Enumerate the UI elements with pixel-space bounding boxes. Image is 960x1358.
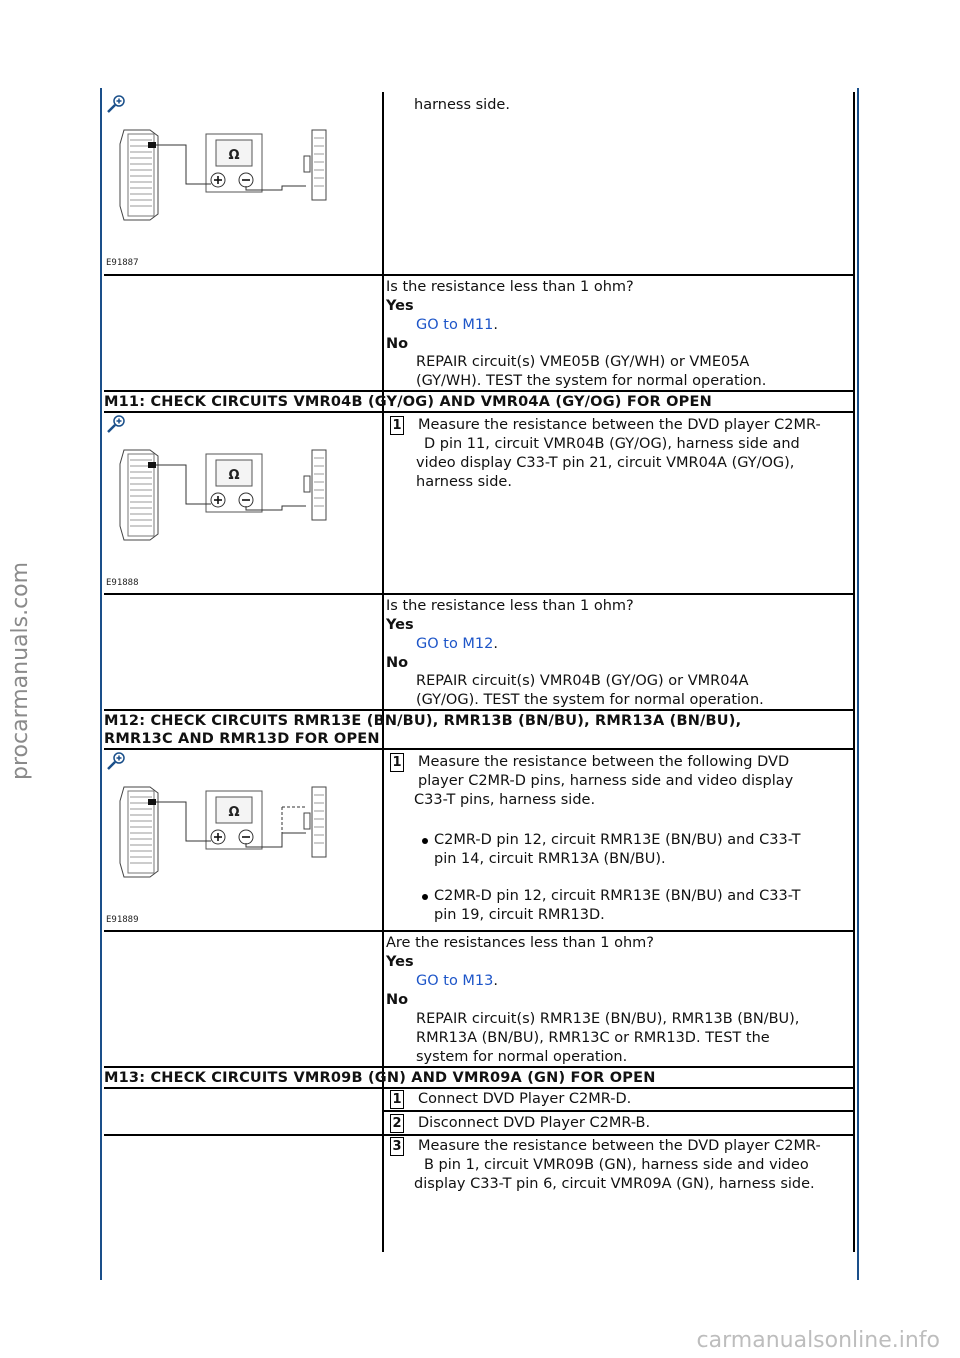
step-text-line: Measure the resistance between the DVD player C2MR- [418,417,821,433]
footer-watermark: carmanualsonline.info [696,1328,940,1353]
meter-diagram [106,94,380,272]
yes-action: GO to M12. [416,636,498,652]
no-action-line: system for normal operation. [416,1049,628,1065]
step-text-line: Disconnect DVD Player C2MR-B. [418,1115,651,1131]
no-action-line: REPAIR circuit(s) VME05B (GY/WH) or VME05A [416,354,750,370]
side-watermark: procarmanuals.com [8,561,33,780]
yes-label: Yes [386,954,414,970]
no-action-line: (GY/OG). TEST the system for normal operation. [416,692,764,708]
row-divider [104,1134,855,1136]
step-text-line: player C2MR-D pins, harness side and video display [418,773,794,789]
step-number: 1 [390,416,404,435]
no-action-line: (GY/WH). TEST the system for normal operation. [416,373,767,389]
svg-text:Ω: Ω [228,468,240,483]
meter-diagram [106,414,380,592]
bullet-dot [422,894,428,900]
step-text-line: video display C33-T pin 21, circuit VMR04A (GY/OG), [416,455,795,471]
row-divider [384,1110,855,1112]
figure-id: E91889 [106,915,139,925]
figure-id: E91888 [106,578,139,588]
step-number: 1 [390,753,404,772]
question: Are the resistances less than 1 ohm? [386,935,654,951]
svg-text:Ω: Ω [228,805,240,820]
bullet-dot [422,838,428,844]
step-number: 3 [390,1137,404,1156]
left-page-edge [100,88,102,1280]
no-action-line: RMR13A (BN/BU), RMR13C or RMR13D. TEST the [416,1030,770,1046]
yes-label: Yes [386,617,414,633]
svg-text:Ω: Ω [228,148,240,163]
goto-link[interactable]: GO to M11 [416,317,494,333]
step-text-line: Connect DVD Player C2MR-D. [418,1091,632,1107]
step-text-line: Measure the resistance between the DVD player C2MR- [418,1138,821,1154]
step-text-line: display C33-T pin 6, circuit VMR09A (GN), harness side. [414,1176,815,1192]
step-number: 2 [390,1114,404,1133]
goto-link[interactable]: GO to M13 [416,973,494,989]
question: Is the resistance less than 1 ohm? [386,279,634,295]
no-action-line: REPAIR circuit(s) VMR04B (GY/OG) or VMR04A [416,673,749,689]
table-right-border [853,92,855,1252]
bullet-text-line: C2MR-D pin 12, circuit RMR13E (BN/BU) and C33-T [434,832,801,848]
row-divider [104,274,855,276]
goto-link[interactable]: GO to M12 [416,636,494,652]
step-text-line: C33-T pins, harness side. [414,792,596,808]
yes-label: Yes [386,298,414,314]
no-label: No [386,992,409,1008]
section-header-line: M12: CHECK CIRCUITS RMR13E (BN/BU), RMR13B (BN/BU), RMR13A (BN/BU), [104,713,742,729]
circuit-figure [106,94,380,272]
figure-id: E91887 [106,258,139,268]
step-text: harness side. [414,97,510,113]
yes-action: GO to M13. [416,973,498,989]
step-text-line: harness side. [416,474,512,490]
section-header-line: RMR13C AND RMR13D FOR OPEN [104,731,380,747]
question: Is the resistance less than 1 ohm? [386,598,634,614]
yes-action: GO to M11. [416,317,498,333]
circuit-figure [106,751,380,929]
step-text-line: B pin 1, circuit VMR09B (GN), harness side and video [424,1157,809,1173]
right-page-edge [857,88,859,1280]
step-text-line: D pin 11, circuit VMR04B (GY/OG), harness side and [424,436,800,452]
row-divider [104,593,855,595]
section-header: M13: CHECK CIRCUITS VMR09B (GN) AND VMR09A (GN) FOR OPEN [104,1070,656,1086]
meter-diagram [106,751,380,929]
step-number: 1 [390,1090,404,1109]
circuit-figure [106,414,380,592]
no-action-line: REPAIR circuit(s) RMR13E (BN/BU), RMR13B (BN/BU), [416,1011,800,1027]
no-label: No [386,336,409,352]
bullet-text-line: pin 19, circuit RMR13D. [434,907,605,923]
row-divider [104,930,855,932]
bullet-text-line: C2MR-D pin 12, circuit RMR13E (BN/BU) and C33-T [434,888,801,904]
step-text-line: Measure the resistance between the following DVD [418,754,790,770]
no-label: No [386,655,409,671]
bullet-text-line: pin 14, circuit RMR13A (BN/BU). [434,851,666,867]
section-header: M11: CHECK CIRCUITS VMR04B (GY/OG) AND VMR04A (GY/OG) FOR OPEN [104,394,712,410]
